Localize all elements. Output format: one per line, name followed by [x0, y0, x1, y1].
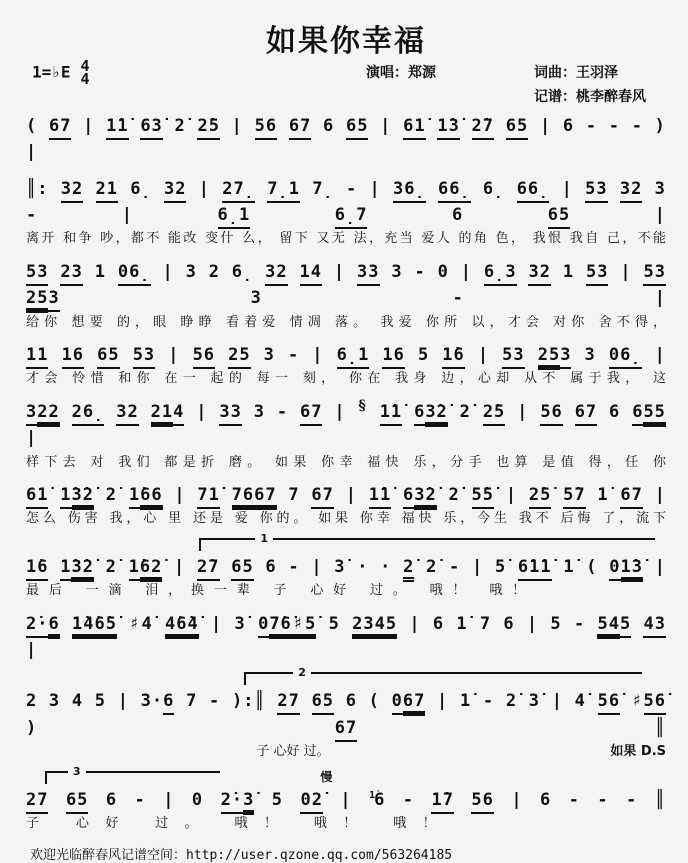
- beam-8th: 53: [585, 179, 607, 203]
- beam-8th: 1̇3̇2̇: [60, 485, 94, 509]
- beam-8th: 53: [502, 345, 524, 369]
- beam-16th: 3̇2̇: [71, 557, 93, 582]
- system-2: [26, 173, 666, 249]
- beam-8th: [232, 485, 277, 509]
- beam-8th: 65: [66, 790, 88, 814]
- lyrics-line: [26, 229, 666, 249]
- beam-8th: 71̇: [197, 485, 219, 509]
- beam-16th: 6: [48, 614, 59, 639]
- beam-8th: 6̣1: [337, 345, 370, 369]
- beam-8th: 33: [357, 262, 379, 286]
- beam-8th: 2̇5: [197, 116, 219, 140]
- beam-8th: 253: [26, 288, 60, 312]
- beam-8th: 1̇1̇: [380, 402, 402, 426]
- beam-8th: 63̇2̇: [414, 402, 448, 426]
- beam-16th: 2̇: [403, 557, 414, 582]
- beam-8th: 07̇6̇♯5̇: [258, 614, 316, 638]
- lyrics-text: 子 心好 过。: [256, 744, 330, 760]
- beam-16th: 62̇: [140, 557, 162, 582]
- lyrics-line: [26, 742, 666, 762]
- beam-8th: 16: [382, 345, 404, 369]
- beam-8th: 6: [163, 691, 174, 715]
- key-signature: 1=♭E 4 4: [32, 57, 90, 88]
- beam-8th: 26̣: [72, 402, 105, 426]
- beam-8th: 1̇1̇: [106, 116, 128, 140]
- beam-16th: 4̇6̇4̇: [165, 614, 199, 639]
- beam-8th: 2̇5: [483, 402, 505, 426]
- beam-8th: 1̇1̇: [369, 485, 391, 509]
- beam-8th: 65: [231, 557, 253, 581]
- beam-8th: 06̣: [118, 262, 151, 286]
- beam-16th: 1̇4̇6̇5̇: [72, 614, 117, 639]
- lyrics-line: [26, 581, 666, 601]
- beam-8th: 6̣3: [484, 262, 517, 286]
- beam-16th: 67: [403, 691, 425, 716]
- beam-8th: 53: [26, 262, 48, 286]
- beam-16th: 2345: [352, 614, 397, 639]
- system-3: [26, 256, 666, 332]
- beam-8th: 67: [575, 402, 597, 426]
- system-10: [26, 764, 666, 834]
- beam-8th: 06̣: [609, 345, 642, 369]
- notes-line: 11 16 65 53 | 56 25 3 - | 6̣1 16 5 1̇6 | 53 253 3 06̣ |: [26, 339, 666, 368]
- beam-8th: 53: [586, 262, 608, 286]
- beam-8th: 32: [528, 262, 550, 286]
- time-signature: 4 4: [80, 57, 90, 88]
- beam-8th: 11: [26, 345, 48, 369]
- beam-16th: 3̇2̇: [425, 402, 447, 427]
- beam-8th: 56: [471, 790, 493, 814]
- lyrics-line: [26, 369, 666, 389]
- beam-8th: 655: [632, 402, 666, 426]
- lyrics-text: 样下去 对 我们 都是折 磨。 如果 你幸 福快 乐，分手 也算 是值 得，任 你: [26, 454, 666, 470]
- beam-8th: 65: [506, 116, 528, 140]
- beam-8th: 63̇2̇: [403, 485, 437, 509]
- beam-8th: 5̇5̇: [472, 485, 494, 509]
- beam-8th: 27: [26, 790, 48, 814]
- beam-16th: 21: [151, 402, 173, 427]
- system-7: [26, 531, 666, 601]
- notator-credit: 记谱：桃李醉春风: [534, 89, 646, 105]
- beam-8th: 2̇·3̇: [221, 790, 255, 814]
- lyrics-line: [26, 814, 666, 834]
- notes-line: 322 26̣ 32 214 | 33 3 - 67 | § 1̇1̇ 63̇2̇ 2̇ 2̇5 | 56 67 6 655 |: [26, 397, 666, 449]
- ds-marking: 如果 D.S: [610, 744, 666, 760]
- performer-credit: 演唱：郑源: [366, 65, 436, 81]
- beam-8th: 02̇: [300, 790, 322, 814]
- lyrics-line: [26, 509, 666, 529]
- beam-8th: 1̇3̇: [437, 116, 459, 140]
- beam-8th: 1̇66: [129, 485, 163, 509]
- beam-8th: 5̇7: [563, 485, 585, 509]
- volta-bracket-2: [244, 666, 643, 685]
- notes-line: ( 67 | 1̇1̇ 63̇ 2̇ 2̇5 | 56 67 6 65 | 61̇ 1̇3̇ 2̇7 65 | 6 - - - ) |: [26, 116, 666, 163]
- beam-8th: [165, 614, 199, 638]
- notes-line: 2 3 4 5 | 3·6 7 - ):║ 27 65 6 ( 067 | 1̇ - 2̇ 3̇ | 4̇ 56̇ ♯56̇ ) 67 ║: [26, 685, 666, 741]
- system-8: [26, 608, 666, 664]
- beam-16th: 1̇3̇: [621, 557, 643, 582]
- beam-8th: 32: [265, 262, 287, 286]
- notes-line: 27 65 6 - | 0 2̇·3̇ 5 02̇ | $^{1̇}$6 - 1̇7 56 | 6 - - - ║: [26, 784, 666, 813]
- lyrics-text: 才会 怜惜 和你 在一 起的 每一 刻， 你在 我身 边，心却 从不 属于我， 这: [26, 371, 666, 387]
- beam-8th: 53: [133, 345, 155, 369]
- beam-16th: 3̇2̇: [414, 485, 436, 510]
- beam-8th: 1̇7: [431, 790, 453, 814]
- beam-8th: 56̇: [598, 691, 620, 715]
- system-4: [26, 339, 666, 389]
- beam-8th: 2̇5̇: [529, 485, 551, 509]
- beam-8th: 56: [255, 116, 277, 140]
- beam-8th: 33: [219, 402, 241, 426]
- beam-8th: 63̇: [140, 116, 162, 140]
- beam-8th: 01̇3̇: [609, 557, 643, 581]
- lyrics-text: 最后 一滴 泪，换一辈 子 心好 过。 哦！ 哦！: [26, 583, 526, 599]
- lyrics-text: 给你 想要 的，眼 睁睁 看着爱 情凋 落。 我爱 你所 以，才会 对你 舍不得，: [26, 314, 666, 330]
- volta-label: 1: [255, 532, 273, 545]
- beam-8th: 27: [277, 691, 299, 715]
- beam-16th: 55: [643, 402, 665, 427]
- beam-8th: 21: [96, 179, 118, 203]
- beam-16th: 25: [26, 288, 48, 313]
- beam-8th: 27̣: [222, 179, 255, 203]
- lyrics-line: [26, 453, 666, 473]
- lyrics-text: 子 心好 过。 哦！ 哦！ 哦！: [26, 816, 436, 831]
- beam-8th: 1̇62̇: [129, 557, 163, 581]
- segno-icon: §: [358, 397, 367, 414]
- lyrics-text: 怎么 伤害 我，心 里 还是 爱 你的。 如果 你幸 福快 乐，今生 我不 后悔 了，流下: [26, 511, 666, 527]
- volta-bracket-1: [199, 531, 655, 551]
- beam-8th: 53: [643, 262, 665, 286]
- composer-credit: 词曲：王羽泽: [534, 65, 618, 81]
- notes-line: ║: 32 21 6̣ 32 | 27̣ 7̣1 7̣ - | 36̣ 66̣ 6̣ 66̣ | 53 32 3 - | 6̣1 6̣7 6 65 |: [26, 173, 666, 229]
- beam-8th: 1̇6: [26, 557, 48, 581]
- system-6: [26, 479, 666, 529]
- beam-8th: 2̇7: [472, 116, 494, 140]
- beam-8th: 61̇: [403, 116, 425, 140]
- beam-8th: 322: [26, 402, 60, 426]
- beam-8th: 67: [620, 485, 642, 509]
- beam-8th: 32: [116, 402, 138, 426]
- beam-16th: 54: [597, 614, 619, 639]
- system-1: [26, 110, 666, 166]
- beam-8th: 67: [300, 402, 322, 426]
- beam-8th: 61̇: [26, 485, 48, 509]
- volta-bracket-3: [45, 764, 220, 784]
- beam-8th: [352, 614, 397, 638]
- beam-8th: 66̣: [438, 179, 471, 203]
- beam-16th: 25: [538, 345, 560, 370]
- beam-8th: 67: [289, 116, 311, 140]
- annotation-row: [26, 764, 666, 784]
- beam-8th: 545: [597, 614, 631, 638]
- beam-16th: 66: [140, 485, 162, 510]
- system-9: [26, 666, 666, 761]
- beam-8th: 65: [97, 345, 119, 369]
- volta-label: 2: [293, 666, 311, 679]
- beam-8th: 2̇·6: [26, 614, 60, 638]
- beam-8th: 23: [60, 262, 82, 286]
- credits-row: [26, 57, 666, 105]
- beam-8th: 65: [346, 116, 368, 140]
- beam-8th: 6̣7: [335, 205, 368, 229]
- beam-8th: 16: [62, 345, 84, 369]
- beam-8th: 67: [311, 485, 333, 509]
- beam-8th: 6̣1: [218, 205, 251, 229]
- beam-8th: 67: [49, 116, 71, 140]
- page-title: 如果你幸福: [266, 25, 426, 58]
- notes-line: 2̇·6 1̇4̇6̇5̇ ♯4̇ 4̇6̇4̇ | 3̇ 07̇6̇♯5̇ 5 2345 | 6 1̇ 7 6 | 5 - 545 43 |: [26, 613, 666, 661]
- beam-8th: 43: [643, 614, 665, 638]
- beam-8th: 25: [228, 345, 250, 369]
- score: [26, 110, 666, 834]
- beam-8th: 7̣1: [267, 179, 300, 203]
- notes-line: 1̇6 1̇3̇2̇ 2̇ 1̇62̇ | 2̇7 65 6 - | 3̇ · · 2̇ 2̇ - | 5̇ 6̇1̇1̇ 1̇ ( 01̇3̇ |: [26, 551, 666, 580]
- beam-8th: 2̇7: [197, 557, 219, 581]
- beam-8th: 56: [193, 345, 215, 369]
- beam-8th: 67: [335, 718, 357, 742]
- beam-8th: 32: [61, 179, 83, 203]
- annotation-row: [26, 666, 666, 685]
- beam-8th: 36̣: [393, 179, 426, 203]
- beam-16th: 3̇: [243, 790, 254, 815]
- beam-8th: 214: [151, 402, 185, 426]
- beam-8th: 1̇6: [442, 345, 464, 369]
- beam-16th: 7̇6̇♯5̇: [269, 614, 316, 639]
- beam-8th: 32: [620, 179, 642, 203]
- tempo-mark: 慢: [320, 769, 333, 784]
- beam-16th: 7667: [232, 485, 277, 510]
- beam-8th: 32: [164, 179, 186, 203]
- beam-8th: 65: [548, 205, 570, 229]
- beam-16th: 3̇2̇: [72, 485, 94, 510]
- beam-8th: 067: [392, 691, 426, 715]
- footer-note: 欢迎光临醉春风记谱空间：http://user.qzone.qq.com/563264185: [30, 847, 453, 863]
- beam-8th: [72, 614, 117, 638]
- beam-8th: 253: [538, 345, 572, 369]
- system-5: [26, 396, 666, 472]
- beam-8th: 1̇3̇2̇: [60, 557, 94, 581]
- beam-8th: 14: [300, 262, 322, 286]
- grace-note: 1̇: [369, 790, 376, 801]
- beam-8th: 65: [312, 691, 334, 715]
- annotation-row: [26, 531, 666, 551]
- volta-label: 3: [68, 765, 86, 778]
- lyrics-line: [26, 313, 666, 333]
- beam-16th: 22: [37, 402, 59, 427]
- beam-8th: 6̇1̇1̇: [518, 557, 552, 581]
- lyrics-text: 离开 和争 吵，都不 能改 变什 么， 留下 又无 法，充当 爱人 的角 色， 我恨 我自 己，不能: [26, 231, 666, 247]
- beam-8th: 56: [540, 402, 562, 426]
- notes-line: 53 23 1 06̣ | 3 2 6̣ 32 14 | 33 3 - 0 | 6̣3 32 1 53 | 53 253 3 - |: [26, 256, 666, 312]
- beam-8th: 66̣: [517, 179, 550, 203]
- beam-8th: 56̇: [644, 691, 666, 715]
- notes-line: 61̇ 1̇3̇2̇ 2̇ 1̇66 | 71̇ 7667 7 67 | 1̇1̇ 63̇2̇ 2̇ 5̇5̇ | 2̇5̇ 5̇7 1̇ 67 |: [26, 479, 666, 508]
